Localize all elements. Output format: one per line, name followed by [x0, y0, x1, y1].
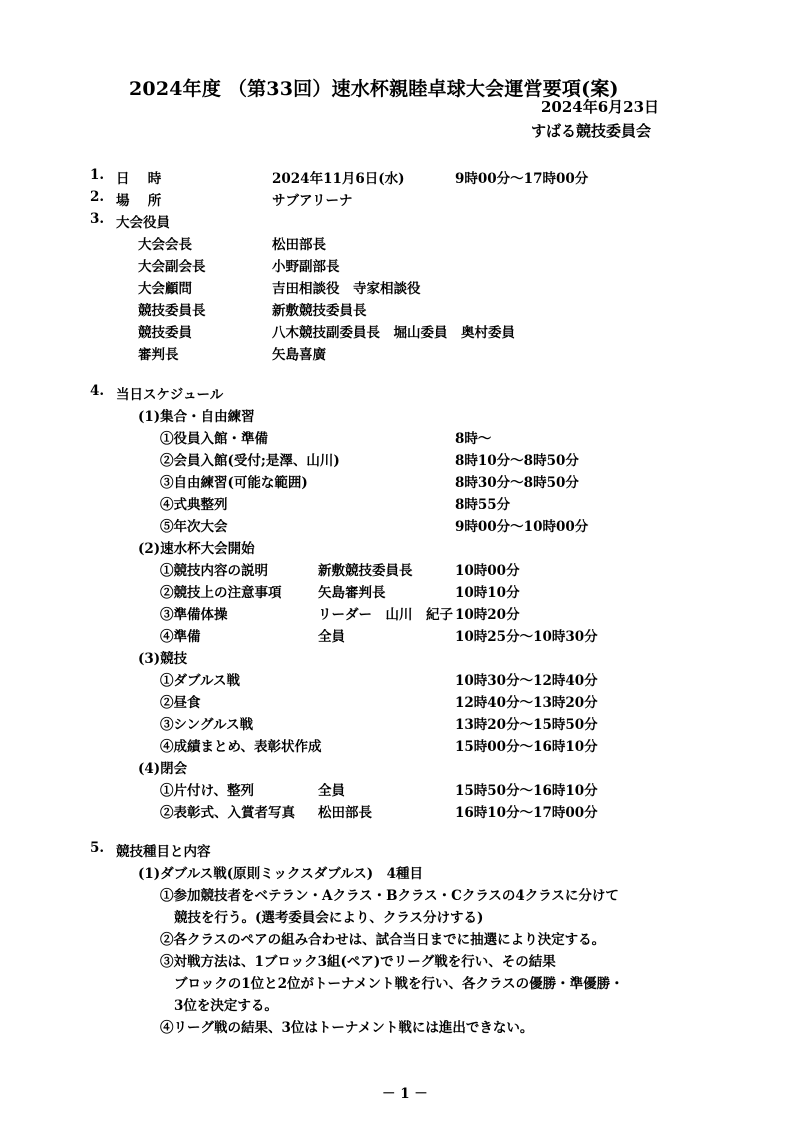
schedule-group-label: (4)閉会	[138, 761, 188, 777]
schedule-time: 13時20分～15時50分	[455, 717, 598, 733]
schedule-item: ③自由練習(可能な範囲)	[160, 475, 308, 491]
document-title: 2024年度 （第33回）速水杯親睦卓球大会運営要項(案)	[129, 78, 619, 100]
officer-name: 小野副部長	[272, 259, 340, 275]
officer-role: 競技委員	[138, 325, 192, 341]
schedule-group-label: (3)競技	[138, 651, 188, 667]
schedule-person: 矢島審判長	[318, 585, 386, 601]
schedule-item: ④準備	[160, 629, 201, 645]
section-number: 1.	[90, 167, 105, 183]
venue: サブアリーナ	[272, 193, 353, 209]
rule-line: 競技を行う。(選考委員会により、クラス分けする)	[174, 910, 484, 926]
officer-role: 大会顧問	[138, 281, 192, 297]
rule-line: ①参加競技者をベテラン・Aクラス・Bクラス・Cクラスの4クラスに分けて	[160, 888, 619, 904]
rule-line: 3位を決定する。	[174, 998, 278, 1014]
event-time: 9時00分～17時00分	[455, 171, 589, 187]
schedule-time: 10時25分～10時30分	[455, 629, 598, 645]
schedule-item: ⑤年次大会	[160, 519, 228, 535]
rule-line: ②各クラスのペアの組み合わせは、試合当日までに抽選により決定する。	[160, 932, 606, 948]
officer-role: 競技委員長	[138, 303, 206, 319]
schedule-group-label: (1)集合・自由練習	[138, 409, 255, 425]
section-number: 2.	[90, 189, 105, 205]
schedule-group-label: (2)速水杯大会開始	[138, 541, 255, 557]
section-number: 3.	[90, 211, 105, 227]
schedule-time: 10時10分	[455, 585, 520, 601]
officer-name: 新敷競技委員長	[272, 303, 367, 319]
rule-line: ブロックの1位と2位がトーナメント戦を行い、各クラスの優勝・準優勝・	[174, 976, 624, 992]
subsection-label: (1)ダブルス戦(原則ミックスダブルス) 4種目	[138, 866, 424, 882]
rule-line: ④リーグ戦の結果、3位はトーナメント戦には進出できない。	[160, 1020, 534, 1036]
officer-role: 大会副会長	[138, 259, 206, 275]
section-label: 競技種目と内容	[116, 844, 211, 860]
schedule-time: 10時20分	[455, 607, 520, 623]
schedule-time: 15時50分～16時10分	[455, 783, 598, 799]
schedule-item: ②昼食	[160, 695, 201, 711]
schedule-person: リーダー 山川 紀子	[318, 607, 453, 623]
schedule-item: ②会員入館(受付;是澤、山川)	[160, 453, 340, 469]
officer-name: 八木競技副委員長 堀山委員 奥村委員	[272, 325, 515, 341]
section-label: 場 所	[116, 193, 162, 209]
schedule-item: ①片付け、整列	[160, 783, 254, 799]
schedule-time: 8時10分～8時50分	[455, 453, 579, 469]
section-label: 当日スケジュール	[116, 387, 224, 403]
schedule-item: ①ダブルス戦	[160, 673, 241, 689]
officer-name: 矢島喜廣	[272, 347, 326, 363]
schedule-time: 8時30分～8時50分	[455, 475, 579, 491]
schedule-person: 全員	[318, 629, 345, 645]
officer-role: 大会会長	[138, 237, 192, 253]
officer-name: 松田部長	[272, 237, 326, 253]
section-label: 大会役員	[116, 215, 170, 231]
page-number: － 1 －	[382, 1086, 428, 1102]
rule-line: ③対戦方法は、1ブロック3組(ペア)でリーグ戦を行い、その結果	[160, 954, 556, 970]
schedule-item: ③準備体操	[160, 607, 228, 623]
schedule-item: ④式典整列	[160, 497, 228, 513]
section-number: 4.	[90, 383, 105, 399]
schedule-item: ①競技内容の説明	[160, 563, 268, 579]
section-number: 5.	[90, 840, 105, 856]
schedule-item: ④成績まとめ、表彰状作成	[160, 739, 322, 755]
schedule-person: 新敷競技委員長	[318, 563, 413, 579]
schedule-item: ②競技上の注意事項	[160, 585, 282, 601]
schedule-time: 9時00分～10時00分	[455, 519, 589, 535]
officer-role: 審判長	[138, 347, 179, 363]
committee-name: すばる競技委員会	[531, 122, 652, 140]
schedule-time: 8時～	[455, 431, 492, 447]
schedule-time: 16時10分～17時00分	[455, 805, 598, 821]
schedule-item: ①役員入館・準備	[160, 431, 268, 447]
schedule-item: ②表彰式、入賞者写真	[160, 805, 295, 821]
event-date: 2024年11月6日(水)	[272, 171, 405, 187]
schedule-time: 10時00分	[455, 563, 520, 579]
schedule-time: 15時00分～16時10分	[455, 739, 598, 755]
schedule-person: 全員	[318, 783, 345, 799]
schedule-time: 8時55分	[455, 497, 511, 513]
document-date: 2024年6月23日	[541, 98, 660, 116]
section-label: 日 時	[116, 171, 162, 187]
officer-name: 吉田相談役 寺家相談役	[272, 281, 421, 297]
schedule-item: ③シングルス戦	[160, 717, 254, 733]
schedule-person: 松田部長	[318, 805, 372, 821]
schedule-time: 10時30分～12時40分	[455, 673, 598, 689]
schedule-time: 12時40分～13時20分	[455, 695, 598, 711]
